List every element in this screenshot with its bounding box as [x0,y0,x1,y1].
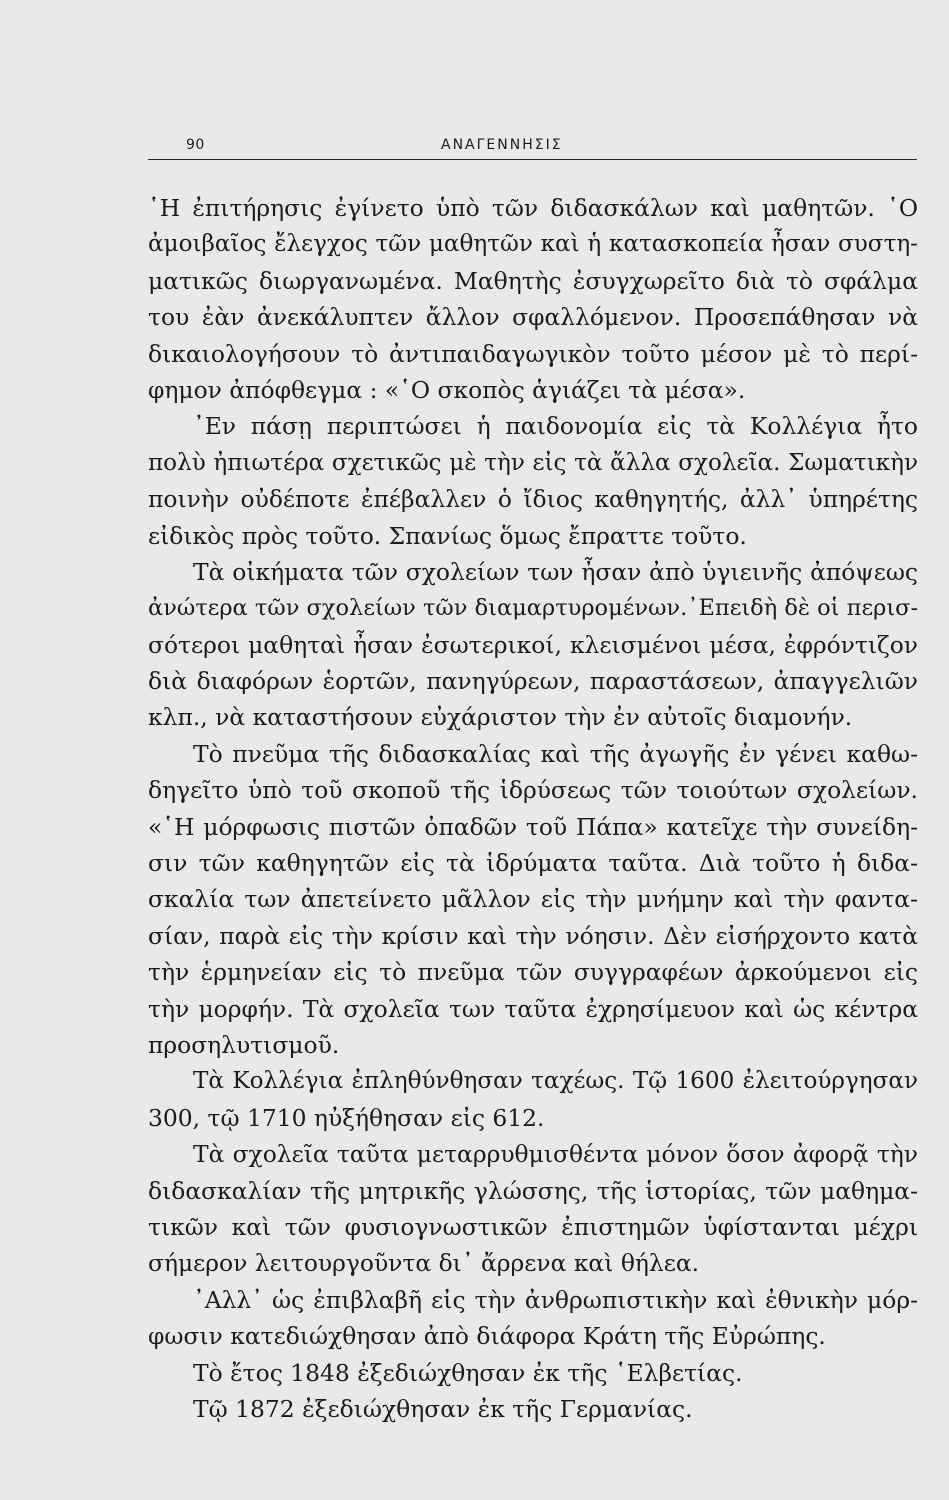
text-line: ᾿Εν πάσῃ περιπτώσει ἡ παιδονομία εἰς τὰ Κολλέγια ἦτο [193,412,918,441]
text-line: προσηλυτισμοῦ. [148,1030,340,1059]
text-line: ἀνώτερα τῶν σχολείων τῶν διαμαρτυρομένων.᾿Επειδὴ δὲ οἱ περισ- [148,595,919,622]
text-line: ᾿Αλλ᾿ ὡς ἐπιβλαβῆ εἰς τὴν ἀνθρωπιστικὴν καὶ ἐθνικὴν μόρ- [193,1285,918,1314]
text-line: Τῷ 1872 ἐξεδιώχθησαν ἐκ τῆς Γερμανίας. [193,1394,693,1423]
text-line: ποινὴν οὐδέποτε ἐπέβαλλεν ὁ ἴδιος καθηγητής, ἀλλ᾿ ὑπηρέτης [148,485,918,514]
text-line: εἰδικὸς πρὸς τοῦτο. Σπανίως ὅμως ἔπραττε τοῦτο. [148,521,747,550]
text-line: διδασκαλίαν τῆς μητρικῆς γλώσσης, τῆς ἱστορίας, τῶν μαθημα- [148,1176,918,1205]
text-line: τικῶν καὶ τῶν φυσιογνωστικῶν ἐπιστημῶν ὑφίστανται μέχρι [148,1212,918,1241]
text-line: δικαιολογήσουν τὸ ἀντιπαιδαγωγικὸν τοῦτο μέσον μὲ τὸ περί- [148,339,918,368]
text-line: ματικῶς διωργανωμένα. Μαθητὴς ἐσυγχωρεῖτο διὰ τὸ σφάλμα [148,266,918,295]
text-line: Τὰ σχολεῖα ταῦτα μεταρρυθμισθέντα μόνον ὅσον ἀφορᾷ τὴν [193,1140,918,1169]
text-line: τὴν μορφήν. Τὰ σχολεῖα των ταῦτα ἐχρησίμευον καὶ ὡς κέντρα [148,994,918,1023]
text-line: ῾Η ἐπιτήρησις ἐγίνετο ὑπὸ τῶν διδασκάλων καὶ μαθητῶν. ῾Ο [148,194,918,222]
text-line: τὴν ἑρμηνείαν εἰς τὸ πνεῦμα τῶν συγγραφέων ἀρκούμενοι εἰς [148,958,918,987]
body-text [148,190,918,1427]
text-line: σότεροι μαθηταὶ ἦσαν ἐσωτερικοί, κλεισμένοι μέσα, ἐφρόντιζον [148,630,918,659]
page-header [148,137,917,160]
text-line: σήμερον λειτουργοῦντα δι᾿ ἄρρενα καὶ θήλεα. [148,1249,700,1278]
text-line: Τὸ ἔτος 1848 ἐξεδιώχθησαν ἐκ τῆς ῾Ελβετίας. [193,1358,743,1387]
page-number: 90 [186,137,205,153]
text-line: του ἐὰν ἀνεκάλυπτεν ἄλλον σφαλλόμενον. Προσεπάθησαν νὰ [148,303,918,332]
text-line: Τὸ πνεῦμα τῆς διδασκαλίας καὶ τῆς ἀγωγῆς ἐν γένει καθω- [193,739,918,768]
text-line: δηγεῖτο ὑπὸ τοῦ σκοποῦ τῆς ἱδρύσεως τῶν τοιούτων σχολείων. [148,776,918,805]
text-line: φωσιν κατεδιώχθησαν ἀπὸ διάφορα Κράτη τῆς Εὐρώπης. [148,1322,826,1351]
text-line: φημον ἀπόφθεγμα : «῾Ο σκοπὸς ἁγιάζει τὰ μέσα». [148,375,746,404]
text-line: ἀμοιβαῖος ἔλεγχος τῶν μαθητῶν καὶ ἡ κατασκοπεία ἦσαν συστη- [148,231,918,258]
running-title: ΑΝΑΓΕΝΝΗΣΙΣ [441,137,563,153]
text-line: πολὺ ἠπιωτέρα σχετικῶς μὲ τὴν εἰς τὰ ἄλλα σχολεῖα. Σωματικὴν [148,449,918,476]
text-line: σκαλία των ἀπετείνετο μᾶλλον εἰς τὴν μνήμην καὶ τὴν φαντα- [148,885,918,914]
text-line: 300, τῷ 1710 ηὐξήθησαν εἰς 612. [148,1103,545,1132]
text-line: Τὰ Κολλέγια ἐπληθύνθησαν ταχέως. Τῷ 1600 ἐλειτούργησαν [193,1068,918,1095]
text-line: «῾Η μόρφωσις πιστῶν ὀπαδῶν τοῦ Πάπα» κατεῖχε τὴν συνείδη- [148,812,918,841]
text-line: σιν τῶν καθηγητῶν εἰς τὰ ἱδρύματα ταῦτα. Διὰ τοῦτο ἡ διδα- [148,849,918,878]
text-line: Τὰ οἰκήματα τῶν σχολείων των ἦσαν ἀπὸ ὑγιεινῆς ἀπόψεως [193,557,918,586]
text-line: σίαν, παρὰ εἰς τὴν κρίσιν καὶ τὴν νόησιν. Δὲν εἰσήρχοντο κατὰ [148,921,918,950]
text-line: διὰ διαφόρων ἑορτῶν, πανηγύρεων, παραστάσεων, ἀπαγγελιῶν [148,667,918,696]
text-line: κλπ., νὰ καταστήσουν εὐχάριστον τὴν ἐν αὐτοῖς διαμονήν. [148,703,853,732]
